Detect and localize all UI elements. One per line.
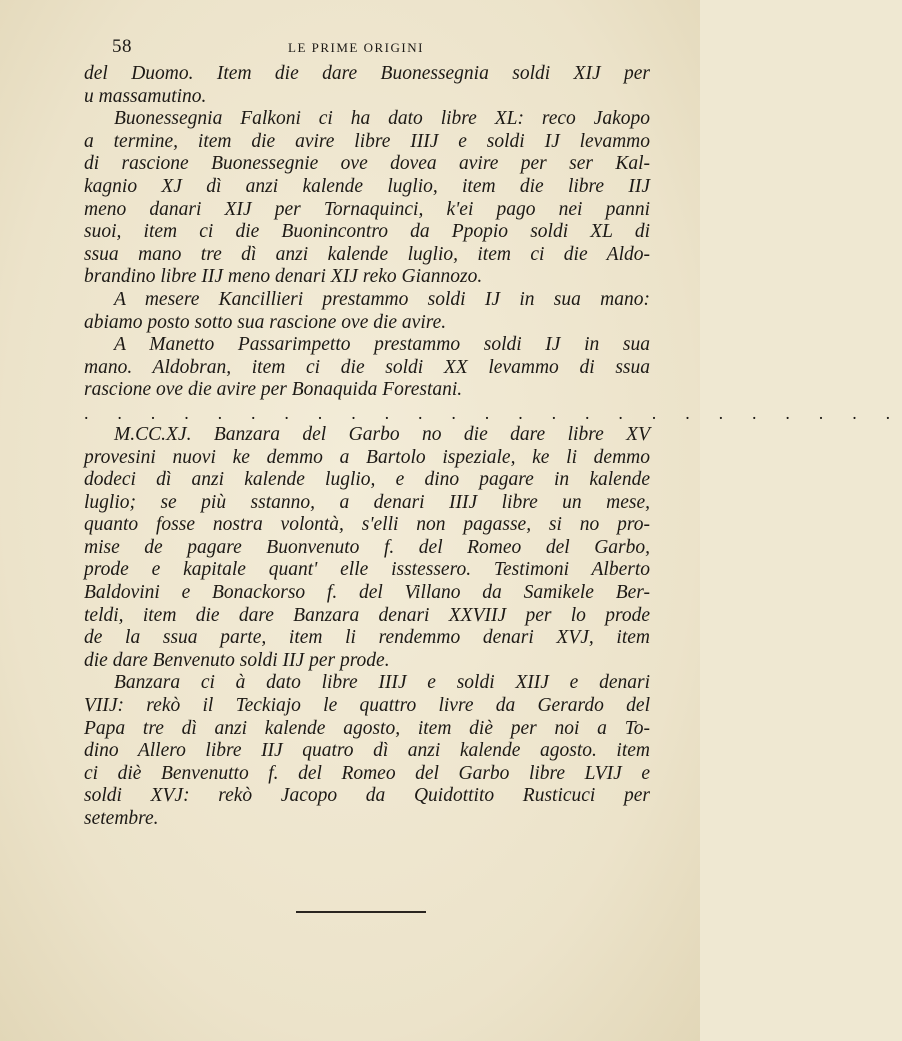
text-line: brandino libre IIJ meno denari XIJ reko Giannozo.: [84, 266, 483, 288]
text-line: kagnio XJ dì anzi kalende luglio, item die libre IIJ: [84, 175, 650, 197]
text-line: soldi XVJ: rekò Jacopo da Quidottito Rusticuci per: [84, 785, 650, 807]
text-line: mano. Aldobran, item ci die soldi XX levammo di ssua: [84, 356, 650, 378]
text-line: suoi, item ci die Buonincontro da Ppopio soldi XL di: [84, 221, 650, 243]
text-line: teldi, item die dare Banzara denari XXVIIJ per lo prode: [84, 604, 650, 626]
text-line: prode e kapitale quant' elle isstessero. Testimoni Alberto: [84, 559, 650, 581]
text-line: Buonessegnia Falkoni ci ha dato libre XL: reco Jakopo: [114, 108, 650, 130]
text-line: meno danari XIJ per Tornaquinci, k'ei pago nei panni: [84, 198, 650, 220]
page-header: [112, 36, 652, 58]
text-line: del Duomo. Item die dare Buonessegnia soldi XIJ per: [84, 63, 650, 84]
text-line: dino Allero libre IIJ quatro dì anzi kalende agosto. item: [84, 740, 650, 762]
text-line: A Manetto Passarimpetto prestammo soldi IJ in sua: [114, 334, 650, 356]
text-line: Baldovini e Bonackorso f. del Villano da Samikele Ber-: [84, 582, 650, 604]
text-line: A mesere Kancillieri prestammo soldi IJ in sua mano:: [114, 288, 650, 310]
text-line: luglio; se più sstanno, a denari IIIJ libre un mese,: [84, 491, 650, 513]
closing-rule: [296, 911, 426, 913]
text-line: ci diè Benvenutto f. del Romeo del Garbo libre LVIJ e: [84, 762, 650, 784]
text-line: Papa tre dì anzi kalende agosto, item diè per noi a To-: [84, 717, 650, 739]
text-line: u massamutino.: [84, 85, 207, 107]
text-line: di rascione Buonessegnie ove dovea avire per ser Kal-: [84, 153, 650, 175]
text-line: setembre.: [84, 808, 159, 829]
text-line: Banzara ci à dato libre IIIJ e soldi XIIJ e denari: [114, 672, 650, 694]
text-line: rascione ove die avire per Bonaquida Forestani.: [84, 379, 463, 401]
running-title: LE PRIME ORIGINI: [288, 40, 424, 55]
text-line: M.CC.XJ. Banzara del Garbo no die dare libre XV: [114, 423, 650, 445]
text-line: quanto fosse nostra volontà, s'elli non pagasse, si no pro-: [84, 514, 650, 536]
text-line: VIIJ: rekò il Teckiajo le quattro livre da Gerardo del: [84, 695, 650, 717]
text-line: mise de pagare Buonvenuto f. del Romeo del Garbo,: [84, 536, 650, 558]
text-line: die dare Benvenuto soldi IIJ per prode.: [84, 649, 390, 671]
body-text: [84, 63, 902, 831]
text-line: abiamo posto sotto sua rascione ove die avire.: [84, 311, 447, 333]
text-line: de la ssua parte, item li rendemmo denari XVJ, item: [84, 627, 650, 649]
text-line: provesini nuovi ke demmo a Bartolo ispeziale, ke li demmo: [84, 446, 650, 468]
page-number: 58: [112, 36, 132, 57]
text-line: ssua mano tre dì anzi kalende luglio, item ci die Aldo-: [84, 243, 650, 265]
text-line: a termine, item die avire libre IIIJ e soldi IJ levammo: [84, 130, 650, 152]
text-line: dodeci dì anzi kalende luglio, e dino pagare in kalende: [84, 469, 650, 491]
ellipsis-separator: . . . . . . . . . . . . . . . . . . . . . . . . .: [84, 402, 902, 423]
